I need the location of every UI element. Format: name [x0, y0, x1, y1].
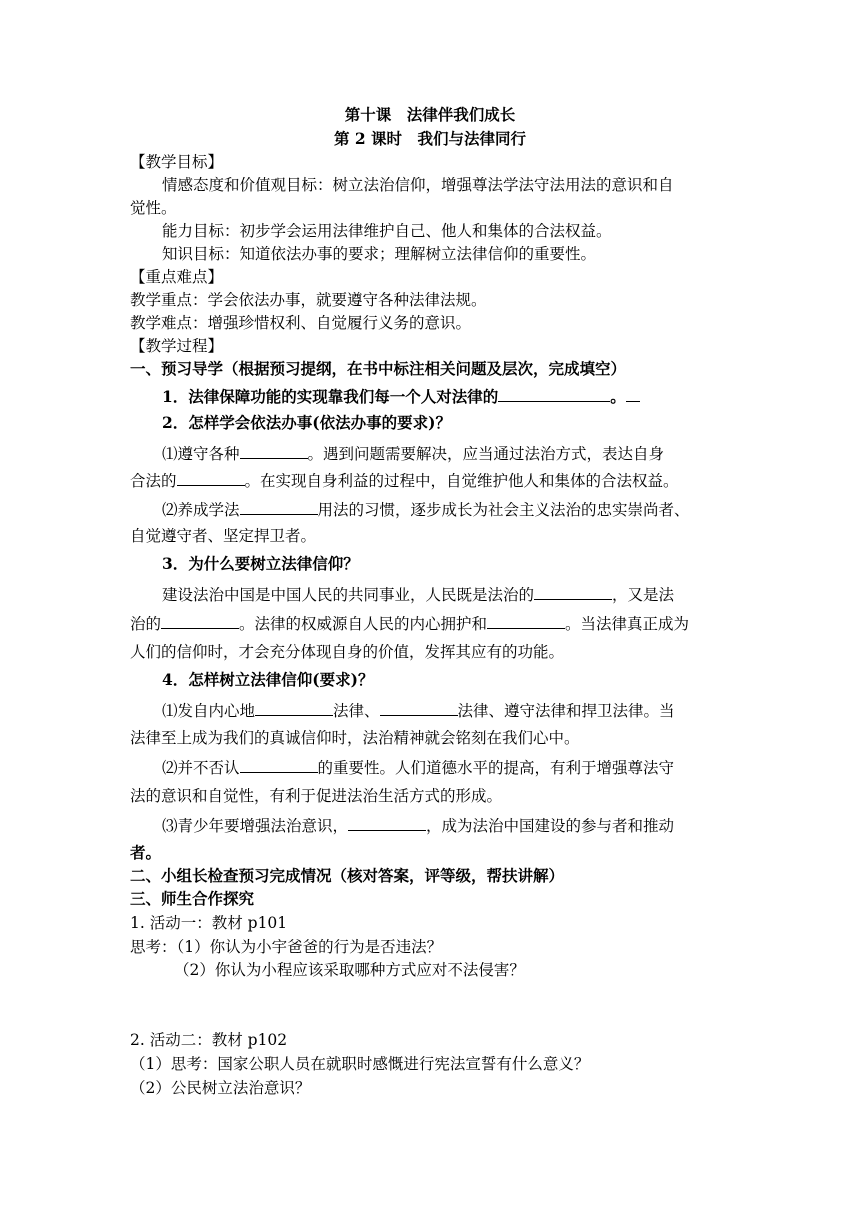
- q3-line1: 建设法治中国是中国人民的共同事业，人民既是法治的 ，又是法: [162, 583, 674, 606]
- activity-2-question-1: （1）思考：国家公职人员在就职时感慨进行宪法宣誓有什么意义？: [130, 1055, 590, 1073]
- q2-item2-line1: ⑵养成学法 用法的习惯，逐步成长为社会主义法治的忠实崇尚者、: [162, 498, 690, 521]
- question-3: 3．为什么要树立法律信仰？: [162, 554, 359, 573]
- activity-2-question-2: （2）公民树立法治意识？: [130, 1079, 311, 1097]
- q4-item3-line2: 者。: [130, 843, 162, 862]
- section-heading-goals: 【教学目标】: [130, 153, 224, 171]
- answer-blank[interactable]: [177, 469, 245, 486]
- lesson-subtitle: 第 2 课时 我们与法律同行: [333, 129, 527, 148]
- q2-item2-line2: 自觉遵守者、坚定捍卫者。: [130, 527, 317, 545]
- part2-heading: 二、小组长检查预习完成情况（核对答案，评等级，帮扶讲解）: [130, 866, 565, 885]
- answer-blank: [626, 385, 640, 402]
- activity-1-think-1: 思考：（1）你认为小宇爸爸的行为是否违法？: [130, 938, 443, 956]
- q2-item1-line2: 合法的 。在实现自身利益的过程中，自觉维护他人和集体的合法权益。: [130, 469, 679, 492]
- answer-blank[interactable]: [161, 612, 239, 629]
- answer-blank[interactable]: [348, 814, 426, 831]
- q3-line2: 治的 。法律的权威源自人民的内心拥护和 。当法律真正成为: [130, 612, 689, 635]
- answer-blank[interactable]: [240, 498, 318, 515]
- question-2: 2．怎样学会依法办事(依法办事的要求)？: [162, 413, 451, 432]
- section-heading-keypoints: 【重点难点】: [130, 268, 224, 286]
- section-heading-process: 【教学过程】: [130, 337, 224, 355]
- keypoint-difficulty: 教学难点：增强珍惜权利、自觉履行义务的意识。: [130, 314, 472, 332]
- answer-blank[interactable]: [240, 756, 318, 773]
- answer-blank[interactable]: [240, 442, 308, 459]
- activity-1-think-2: （2）你认为小程应该采取哪种方式应对不法侵害？: [174, 961, 525, 979]
- part3-heading: 三、师生合作探究: [130, 889, 255, 908]
- q4-item3-line1: ⑶青少年要增强法治意识， ，成为法治中国建设的参与者和推动: [162, 814, 674, 837]
- answer-blank[interactable]: [487, 612, 565, 629]
- goal-knowledge: 知识目标：知道依法办事的要求；理解树立法律信仰的重要性。: [162, 245, 597, 263]
- question-1: 1．法律保障功能的实现靠我们每一个人对法律的 。: [162, 385, 640, 408]
- q4-item1-line2: 法律至上成为我们的真诚信仰时，法治精神就会铭刻在我们心中。: [130, 729, 580, 747]
- q4-item2-line1: ⑵并不否认 的重要性。人们道德水平的提高，有利于增强尊法守: [162, 756, 674, 779]
- activity-2: 2. 活动二：教材 p102: [130, 1031, 288, 1049]
- lesson-title: 第十课 法律伴我们成长: [344, 105, 516, 124]
- q4-item2-line2: 法的意识和自觉性，有利于促进法治生活方式的形成。: [130, 787, 503, 805]
- goal-emotion: 情感态度和价值观目标：树立法治信仰，增强尊法学法守法用法的意识和自: [162, 176, 674, 194]
- question-4: 4．怎样树立法律信仰(要求)？: [162, 670, 374, 689]
- goal-ability: 能力目标：初步学会运用法律维护自己、他人和集体的合法权益。: [162, 222, 612, 240]
- answer-blank[interactable]: [534, 583, 612, 600]
- answer-blank[interactable]: [498, 385, 610, 402]
- activity-1: 1. 活动一：教材 p101: [130, 914, 288, 932]
- part1-heading: 一、预习导学（根据预习提纲，在书中标注相关问题及层次，完成填空）: [130, 359, 627, 378]
- answer-blank[interactable]: [255, 699, 333, 716]
- q4-item1-line1: ⑴发自内心地 法律、 法律、遵守法律和捍卫法律。当: [162, 699, 675, 722]
- answer-blank[interactable]: [380, 699, 458, 716]
- q2-item1-line1: ⑴遵守各种 。遇到问题需要解决，应当通过法治方式，表达自身: [162, 442, 664, 465]
- goal-emotion-cont: 觉性。: [130, 199, 177, 217]
- q3-line3: 人们的信仰时，才会充分体现自身的价值，发挥其应有的功能。: [130, 643, 565, 661]
- keypoint-focus: 教学重点：学会依法办事，就要遵守各种法律法规。: [130, 291, 487, 309]
